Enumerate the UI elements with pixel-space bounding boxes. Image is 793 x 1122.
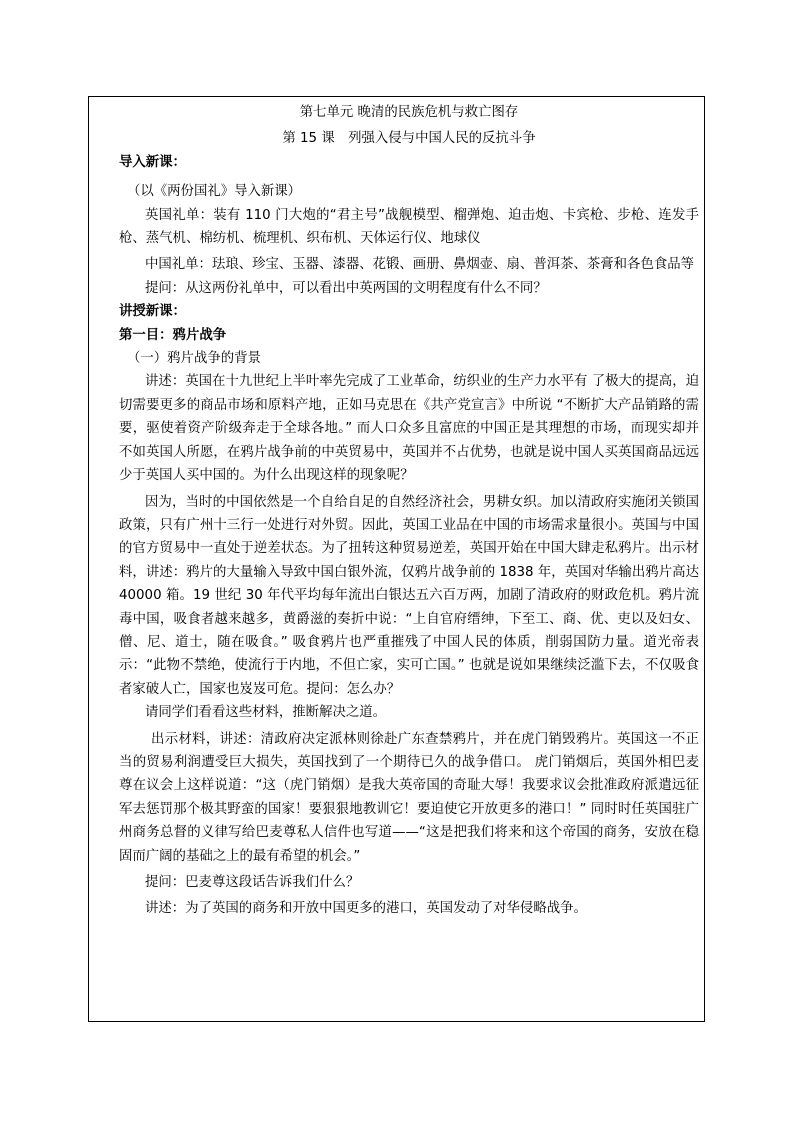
chinese-gift-list: 中国礼单：珐琅、珍宝、玉器、漆器、花锻、画册、鼻烟壶、扇、普洱茶、茶膏和各色食品等	[145, 257, 695, 273]
paragraph-humen-destruction: 出示材料，讲述：清政府决定派林则徐赴广东查禁鸦片，并在虎门销毁鸦片。英国这一不正当的贸易利润遭受巨大损失，英国找到了一个期待已久的战争借口。 虎门销烟后，英国外相巴麦尊在议会上这样说道：“这（虎门销烟）是我大英帝国的奇耻大辱！我要求议会批准政府派遣远征军去惩罚那个极其野蛮的国家！要狠狠地教训它！要迫使它开放更多的港口！” 同时时任英国驻广州商务总督的义律写给巴麦尊私人信件也写道——“这是把我们将来和这个帝国的商务，安放在稳固而广阔的基础之上的最有希望的机会。”	[119, 731, 699, 864]
british-gift-list: 英国礼单：装有 110 门大炮的“君主号”战舰模型、榴弹炮、迫击炮、卡宾枪、步枪、连发手枪、蒸气机、棉纺机、梳理机、织布机、天体运行仪、地球仪	[119, 207, 699, 247]
lecture-heading: 讲授新课：	[119, 304, 186, 320]
lesson-content	[119, 101, 699, 921]
paragraph-inference-prompt: 请同学们看看这些材料，推断解决之道。	[145, 705, 387, 721]
paragraph-war-conclusion: 讲述：为了英国的商务和开放中国更多的港口，英国发动了对华侵略战争。	[145, 901, 587, 917]
question-palmerston: 提问：巴麦尊这段话告诉我们什么？	[145, 875, 360, 890]
section-opium-war-heading: 第一目：鸦片战争	[119, 327, 227, 343]
lesson-title: 第 15 课 列强入侵与中国人民的反抗斗争	[282, 131, 536, 147]
paragraph-opium-trade: 因为，当时的中国依然是一个自给自足的自然经济社会，男耕女织。加以清政府实施闭关锁国政策，只有广州十三行一处进行对外贸。因此，英国工业品在中国的市场需求量很小。英国与中国的官方贸易中一直处于逆差状态。为了扭转这种贸易逆差，英国开始在中国大肆走私鸦片。出示材料，讲述：鸦片的大量输入导致中国白银外流，仅鸦片战争前的 1838 年，英国对华输出鸦片高达 40000 箱。19 世纪 30 年代平均每年流出白银达五六百万两，加剧了清政府的财政危机。鸦片流毒中国，吸食者越来越多，黄爵滋的奏折中说：“上自官府缙绅，下至工、商、优、吏以及妇女、僧、尼、道士，随在吸食。” 吸食鸦片也严重摧残了中国人民的体质，削弱国防力量。道光帝表示：“此物不禁绝，使流行于内地，不但亡家，实可亡国。” 也就是说如果继续泛滥下去，不仅吸食者家破人亡，国家也岌岌可危。提问：怎么办？	[119, 494, 699, 697]
paragraph-industrial-revolution: 讲述：英国在十九世纪上半叶率先完成了工业革命，纺织业的生产力水平有 了极大的提高，迫切需要更多的商品市场和原料产地，正如马克思在《共产党宣言》中所说 “不断扩大产品销路的需要，驱使着资产阶级奔走于全球各地。” 而人口众多且富庶的中国正是其理想的市场，而现实却并不如英国人所愿，在鸦片战争前的中英贸易中，英国并不占优势，也就是说中国人买英国商品远远少于英国人买中国的。为什么出现这样的现象呢？	[119, 374, 699, 484]
intro-note: （以《两份国礼》导入新课）	[127, 184, 302, 200]
question-gifts: 提问：从这两份礼单中，可以看出中英两国的文明程度有什么不同？	[145, 280, 547, 296]
intro-heading: 导入新课：	[119, 154, 186, 170]
subsection-background: （一）鸦片战争的背景	[127, 351, 261, 367]
unit-title: 第七单元 晚清的民族危机与救亡图存	[299, 105, 519, 120]
document-frame	[88, 96, 705, 1022]
